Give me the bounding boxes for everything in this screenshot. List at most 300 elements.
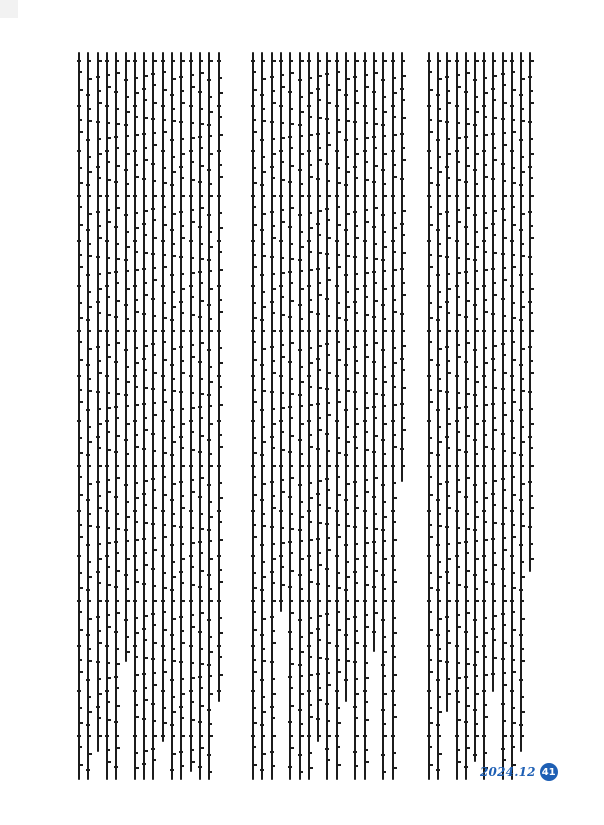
glyph-mark [180, 90, 184, 92]
glyph-mark [161, 105, 165, 107]
glyph-mark [179, 661, 183, 663]
glyph-mark [170, 544, 174, 546]
glyph-mark [393, 674, 397, 676]
glyph-mark [445, 76, 449, 78]
glyph-mark [172, 306, 176, 308]
glyph-mark [466, 342, 470, 344]
glyph-mark [491, 583, 495, 585]
glyph-mark [153, 414, 157, 416]
glyph-mark [365, 542, 369, 544]
glyph-mark [427, 375, 431, 377]
glyph-mark [88, 753, 92, 755]
glyph-mark [114, 676, 118, 678]
glyph-mark [436, 679, 440, 681]
glyph-mark [309, 632, 313, 634]
glyph-mark [86, 319, 90, 321]
glyph-mark [126, 288, 130, 290]
glyph-mark [438, 120, 442, 122]
glyph-mark [455, 420, 459, 422]
glyph-mark [171, 561, 175, 563]
glyph-mark [363, 465, 367, 467]
glyph-mark [353, 526, 357, 528]
glyph-mark [106, 257, 110, 259]
glyph-mark [77, 465, 81, 467]
glyph-mark [381, 124, 385, 126]
glyph-mark [429, 89, 433, 91]
glyph-mark [198, 406, 202, 408]
glyph-mark [218, 116, 222, 118]
glyph-mark [252, 746, 256, 748]
glyph-mark [172, 213, 176, 215]
glyph-mark [288, 541, 292, 543]
glyph-mark [502, 267, 506, 269]
glyph-mark [503, 642, 507, 644]
glyph-mark [438, 576, 442, 578]
glyph-mark [134, 752, 138, 754]
glyph-mark [200, 570, 204, 572]
glyph-mark [107, 179, 111, 181]
glyph-mark [219, 92, 223, 94]
glyph-mark [218, 656, 222, 658]
glyph-mark [114, 766, 118, 768]
glyph-mark [208, 231, 212, 233]
glyph-mark [365, 677, 369, 679]
glyph-mark [501, 73, 505, 75]
glyph-mark [143, 147, 147, 149]
glyph-mark [251, 330, 255, 332]
glyph-mark [135, 716, 139, 718]
glyph-mark [105, 105, 109, 107]
glyph-mark [336, 524, 340, 526]
glyph-mark [353, 661, 357, 663]
glyph-mark [106, 74, 110, 76]
glyph-mark [125, 366, 129, 368]
text-line [373, 52, 375, 652]
glyph-mark [219, 311, 223, 313]
glyph-mark [521, 576, 525, 578]
glyph-mark [429, 224, 433, 226]
glyph-mark [483, 212, 487, 214]
glyph-mark [217, 240, 221, 242]
glyph-mark [299, 96, 303, 98]
glyph-mark [337, 266, 341, 268]
glyph-mark [519, 139, 523, 141]
glyph-mark [77, 105, 81, 107]
glyph-mark [125, 183, 129, 185]
glyph-mark [114, 181, 118, 183]
glyph-mark [199, 330, 203, 332]
glyph-mark [491, 493, 495, 495]
glyph-mark [77, 330, 81, 332]
glyph-mark [270, 256, 274, 258]
glyph-mark [530, 465, 534, 467]
glyph-mark [199, 465, 203, 467]
glyph-mark [300, 288, 304, 290]
glyph-mark [170, 589, 174, 591]
glyph-mark [465, 552, 469, 554]
glyph-mark [465, 513, 469, 515]
glyph-mark [98, 102, 102, 104]
glyph-mark [372, 631, 376, 633]
glyph-mark [86, 409, 90, 411]
glyph-mark [280, 296, 284, 298]
glyph-mark [98, 195, 102, 197]
glyph-mark [428, 302, 432, 304]
glyph-mark [171, 696, 175, 698]
glyph-mark [427, 105, 431, 107]
glyph-mark [208, 183, 212, 185]
glyph-mark [170, 319, 174, 321]
glyph-mark [520, 561, 524, 563]
glyph-mark [530, 195, 534, 197]
glyph-mark [163, 452, 167, 454]
glyph-mark [465, 417, 469, 419]
glyph-mark [106, 527, 110, 529]
glyph-mark [382, 183, 386, 185]
glyph-mark [260, 274, 264, 276]
glyph-mark [491, 88, 495, 90]
glyph-mark [512, 629, 516, 631]
glyph-mark [189, 555, 193, 557]
glyph-mark [208, 405, 212, 407]
glyph-mark [511, 437, 515, 439]
glyph-mark [363, 195, 367, 197]
glyph-mark [170, 94, 174, 96]
glyph-mark [189, 420, 193, 422]
glyph-mark [180, 225, 184, 227]
glyph-mark [290, 435, 294, 437]
glyph-mark [473, 619, 477, 621]
glyph-mark [402, 159, 406, 161]
glyph-mark [344, 499, 348, 501]
glyph-mark [208, 135, 212, 137]
glyph-mark [501, 118, 505, 120]
glyph-mark [199, 600, 203, 602]
glyph-mark [428, 611, 432, 613]
glyph-mark [438, 306, 442, 308]
glyph-mark [510, 690, 514, 692]
glyph-mark [170, 634, 174, 636]
glyph-mark [445, 571, 449, 573]
glyph-mark [87, 426, 91, 428]
glyph-mark [97, 495, 101, 497]
glyph-mark [364, 209, 368, 211]
glyph-mark [429, 722, 433, 724]
glyph-mark [308, 116, 312, 118]
glyph-mark [335, 150, 339, 152]
glyph-mark [288, 91, 292, 93]
glyph-mark [191, 542, 195, 544]
glyph-mark [163, 722, 167, 724]
text-line [199, 52, 201, 780]
glyph-mark [374, 72, 378, 74]
glyph-mark [503, 60, 507, 62]
glyph-mark [105, 600, 109, 602]
glyph-mark [161, 600, 165, 602]
glyph-mark [528, 346, 532, 348]
glyph-mark [307, 195, 311, 197]
glyph-mark [528, 256, 532, 258]
glyph-mark [482, 60, 486, 62]
glyph-mark [252, 611, 256, 613]
glyph-mark [105, 375, 109, 377]
glyph-mark [316, 178, 320, 180]
glyph-mark [272, 102, 276, 104]
glyph-mark [300, 558, 304, 560]
glyph-mark [114, 136, 118, 138]
glyph-mark [484, 632, 488, 634]
glyph-mark [87, 735, 91, 737]
glyph-mark [309, 311, 313, 313]
glyph-mark [400, 88, 404, 90]
glyph-mark [317, 735, 321, 737]
glyph-mark [307, 105, 311, 107]
glyph-mark [355, 558, 359, 560]
glyph-mark [179, 526, 183, 528]
glyph-mark [474, 675, 478, 677]
glyph-mark [172, 348, 176, 350]
glyph-mark [391, 375, 395, 377]
glyph-mark [491, 448, 495, 450]
glyph-mark [529, 90, 533, 92]
glyph-mark [181, 693, 185, 695]
glyph-mark [171, 60, 175, 62]
glyph-mark [465, 687, 469, 689]
glyph-mark [336, 302, 340, 304]
glyph-mark [519, 229, 523, 231]
glyph-mark [337, 224, 341, 226]
glyph-mark [346, 306, 350, 308]
glyph-mark [270, 211, 274, 213]
glyph-mark [97, 273, 101, 275]
glyph-mark [502, 672, 506, 674]
glyph-mark [530, 558, 534, 560]
glyph-mark [217, 60, 221, 62]
glyph-mark [309, 404, 313, 406]
glyph-mark [170, 454, 174, 456]
glyph-mark [78, 437, 82, 439]
glyph-mark [382, 501, 386, 503]
glyph-mark [299, 135, 303, 137]
glyph-mark [105, 285, 109, 287]
glyph-mark [363, 645, 367, 647]
glyph-mark [325, 118, 329, 120]
glyph-mark [251, 735, 255, 737]
glyph-mark [78, 341, 82, 343]
glyph-mark [355, 693, 359, 695]
glyph-mark [519, 364, 523, 366]
glyph-mark [528, 76, 532, 78]
glyph-mark [179, 211, 183, 213]
glyph-mark [437, 156, 441, 158]
glyph-mark [493, 294, 497, 296]
glyph-mark [466, 747, 470, 749]
glyph-mark [161, 285, 165, 287]
glyph-mark [336, 254, 340, 256]
glyph-mark [445, 211, 449, 213]
glyph-mark [346, 255, 350, 257]
glyph-mark [521, 483, 525, 485]
glyph-mark [307, 735, 311, 737]
glyph-mark [171, 330, 175, 332]
glyph-mark [171, 291, 175, 293]
glyph-mark [473, 709, 477, 711]
glyph-mark [106, 296, 110, 298]
glyph-mark [510, 285, 514, 287]
glyph-mark [290, 570, 294, 572]
glyph-mark [400, 448, 404, 450]
glyph-mark [346, 618, 350, 620]
glyph-mark [96, 391, 100, 393]
glyph-mark [199, 243, 203, 245]
glyph-mark [345, 648, 349, 650]
glyph-mark [143, 195, 147, 197]
glyph-mark [253, 764, 257, 766]
glyph-mark [144, 345, 148, 347]
glyph-mark [153, 735, 157, 737]
glyph-mark [270, 166, 274, 168]
glyph-mark [466, 123, 470, 125]
glyph-mark [336, 206, 340, 208]
glyph-mark [436, 229, 440, 231]
glyph-mark [464, 451, 468, 453]
glyph-mark [402, 429, 406, 431]
glyph-mark [199, 108, 203, 110]
glyph-mark [337, 722, 341, 724]
glyph-mark [114, 631, 118, 633]
glyph-mark [482, 195, 486, 197]
glyph-mark [428, 254, 432, 256]
glyph-mark [307, 510, 311, 512]
glyph-mark [365, 491, 369, 493]
glyph-mark [126, 195, 130, 197]
glyph-mark [353, 571, 357, 573]
glyph-mark [288, 136, 292, 138]
glyph-mark [207, 439, 211, 441]
glyph-mark [209, 423, 213, 425]
glyph-mark [456, 257, 460, 259]
glyph-mark [308, 569, 312, 571]
text-line [78, 52, 80, 780]
glyph-mark [279, 150, 283, 152]
glyph-mark [134, 77, 138, 79]
glyph-mark [180, 408, 184, 410]
glyph-mark [298, 169, 302, 171]
glyph-mark [198, 136, 202, 138]
glyph-mark [345, 561, 349, 563]
glyph-mark [519, 589, 523, 591]
glyph-mark [261, 378, 265, 380]
glyph-mark [502, 720, 506, 722]
glyph-mark [288, 271, 292, 273]
glyph-mark [270, 436, 274, 438]
glyph-mark [491, 133, 495, 135]
glyph-mark [457, 314, 461, 316]
glyph-mark [308, 521, 312, 523]
glyph-mark [97, 138, 101, 140]
glyph-mark [327, 507, 331, 509]
glyph-mark [179, 76, 183, 78]
glyph-mark [392, 521, 396, 523]
glyph-mark [289, 552, 293, 554]
glyph-mark [317, 99, 321, 101]
glyph-mark [511, 119, 515, 121]
glyph-mark [473, 349, 477, 351]
glyph-mark [107, 719, 111, 721]
glyph-mark [475, 735, 479, 737]
glyph-mark [172, 78, 176, 80]
glyph-mark [512, 671, 516, 673]
glyph-mark [261, 465, 265, 467]
glyph-mark [466, 207, 470, 209]
glyph-mark [510, 645, 514, 647]
glyph-mark [429, 494, 433, 496]
glyph-mark [307, 600, 311, 602]
glyph-mark [144, 429, 148, 431]
glyph-mark [87, 60, 91, 62]
glyph-mark [279, 465, 283, 467]
glyph-mark [281, 542, 285, 544]
glyph-mark [325, 478, 329, 480]
text-line [317, 52, 319, 742]
glyph-mark [261, 513, 265, 515]
glyph-mark [288, 766, 292, 768]
glyph-mark [429, 182, 433, 184]
glyph-mark [289, 687, 293, 689]
glyph-mark [152, 624, 156, 626]
glyph-mark [429, 317, 433, 319]
glyph-mark [300, 111, 304, 113]
glyph-mark [519, 679, 523, 681]
glyph-mark [262, 120, 266, 122]
glyph-mark [335, 195, 339, 197]
glyph-mark [124, 214, 128, 216]
glyph-mark [262, 390, 266, 392]
glyph-mark [457, 491, 461, 493]
glyph-mark [353, 616, 357, 618]
glyph-mark [392, 347, 396, 349]
glyph-mark [318, 657, 322, 659]
glyph-mark [288, 316, 292, 318]
glyph-mark [152, 537, 156, 539]
glyph-mark [354, 582, 358, 584]
glyph-mark [473, 484, 477, 486]
glyph-mark [501, 478, 505, 480]
glyph-mark [503, 144, 507, 146]
glyph-mark [191, 221, 195, 223]
text-line [502, 52, 504, 780]
glyph-mark [162, 206, 166, 208]
glyph-mark [300, 651, 304, 653]
glyph-mark [511, 524, 515, 526]
glyph-mark [373, 378, 377, 380]
glyph-mark [251, 420, 255, 422]
glyph-mark [484, 674, 488, 676]
glyph-mark [115, 108, 119, 110]
glyph-mark [134, 569, 138, 571]
glyph-mark [502, 180, 506, 182]
glyph-mark [97, 90, 101, 92]
glyph-mark [492, 600, 496, 602]
glyph-mark [163, 317, 167, 319]
glyph-mark [189, 600, 193, 602]
glyph-mark [253, 224, 257, 226]
glyph-mark [209, 651, 213, 653]
glyph-mark [217, 285, 221, 287]
glyph-mark [252, 71, 256, 73]
glyph-mark [270, 751, 274, 753]
glyph-mark [299, 405, 303, 407]
